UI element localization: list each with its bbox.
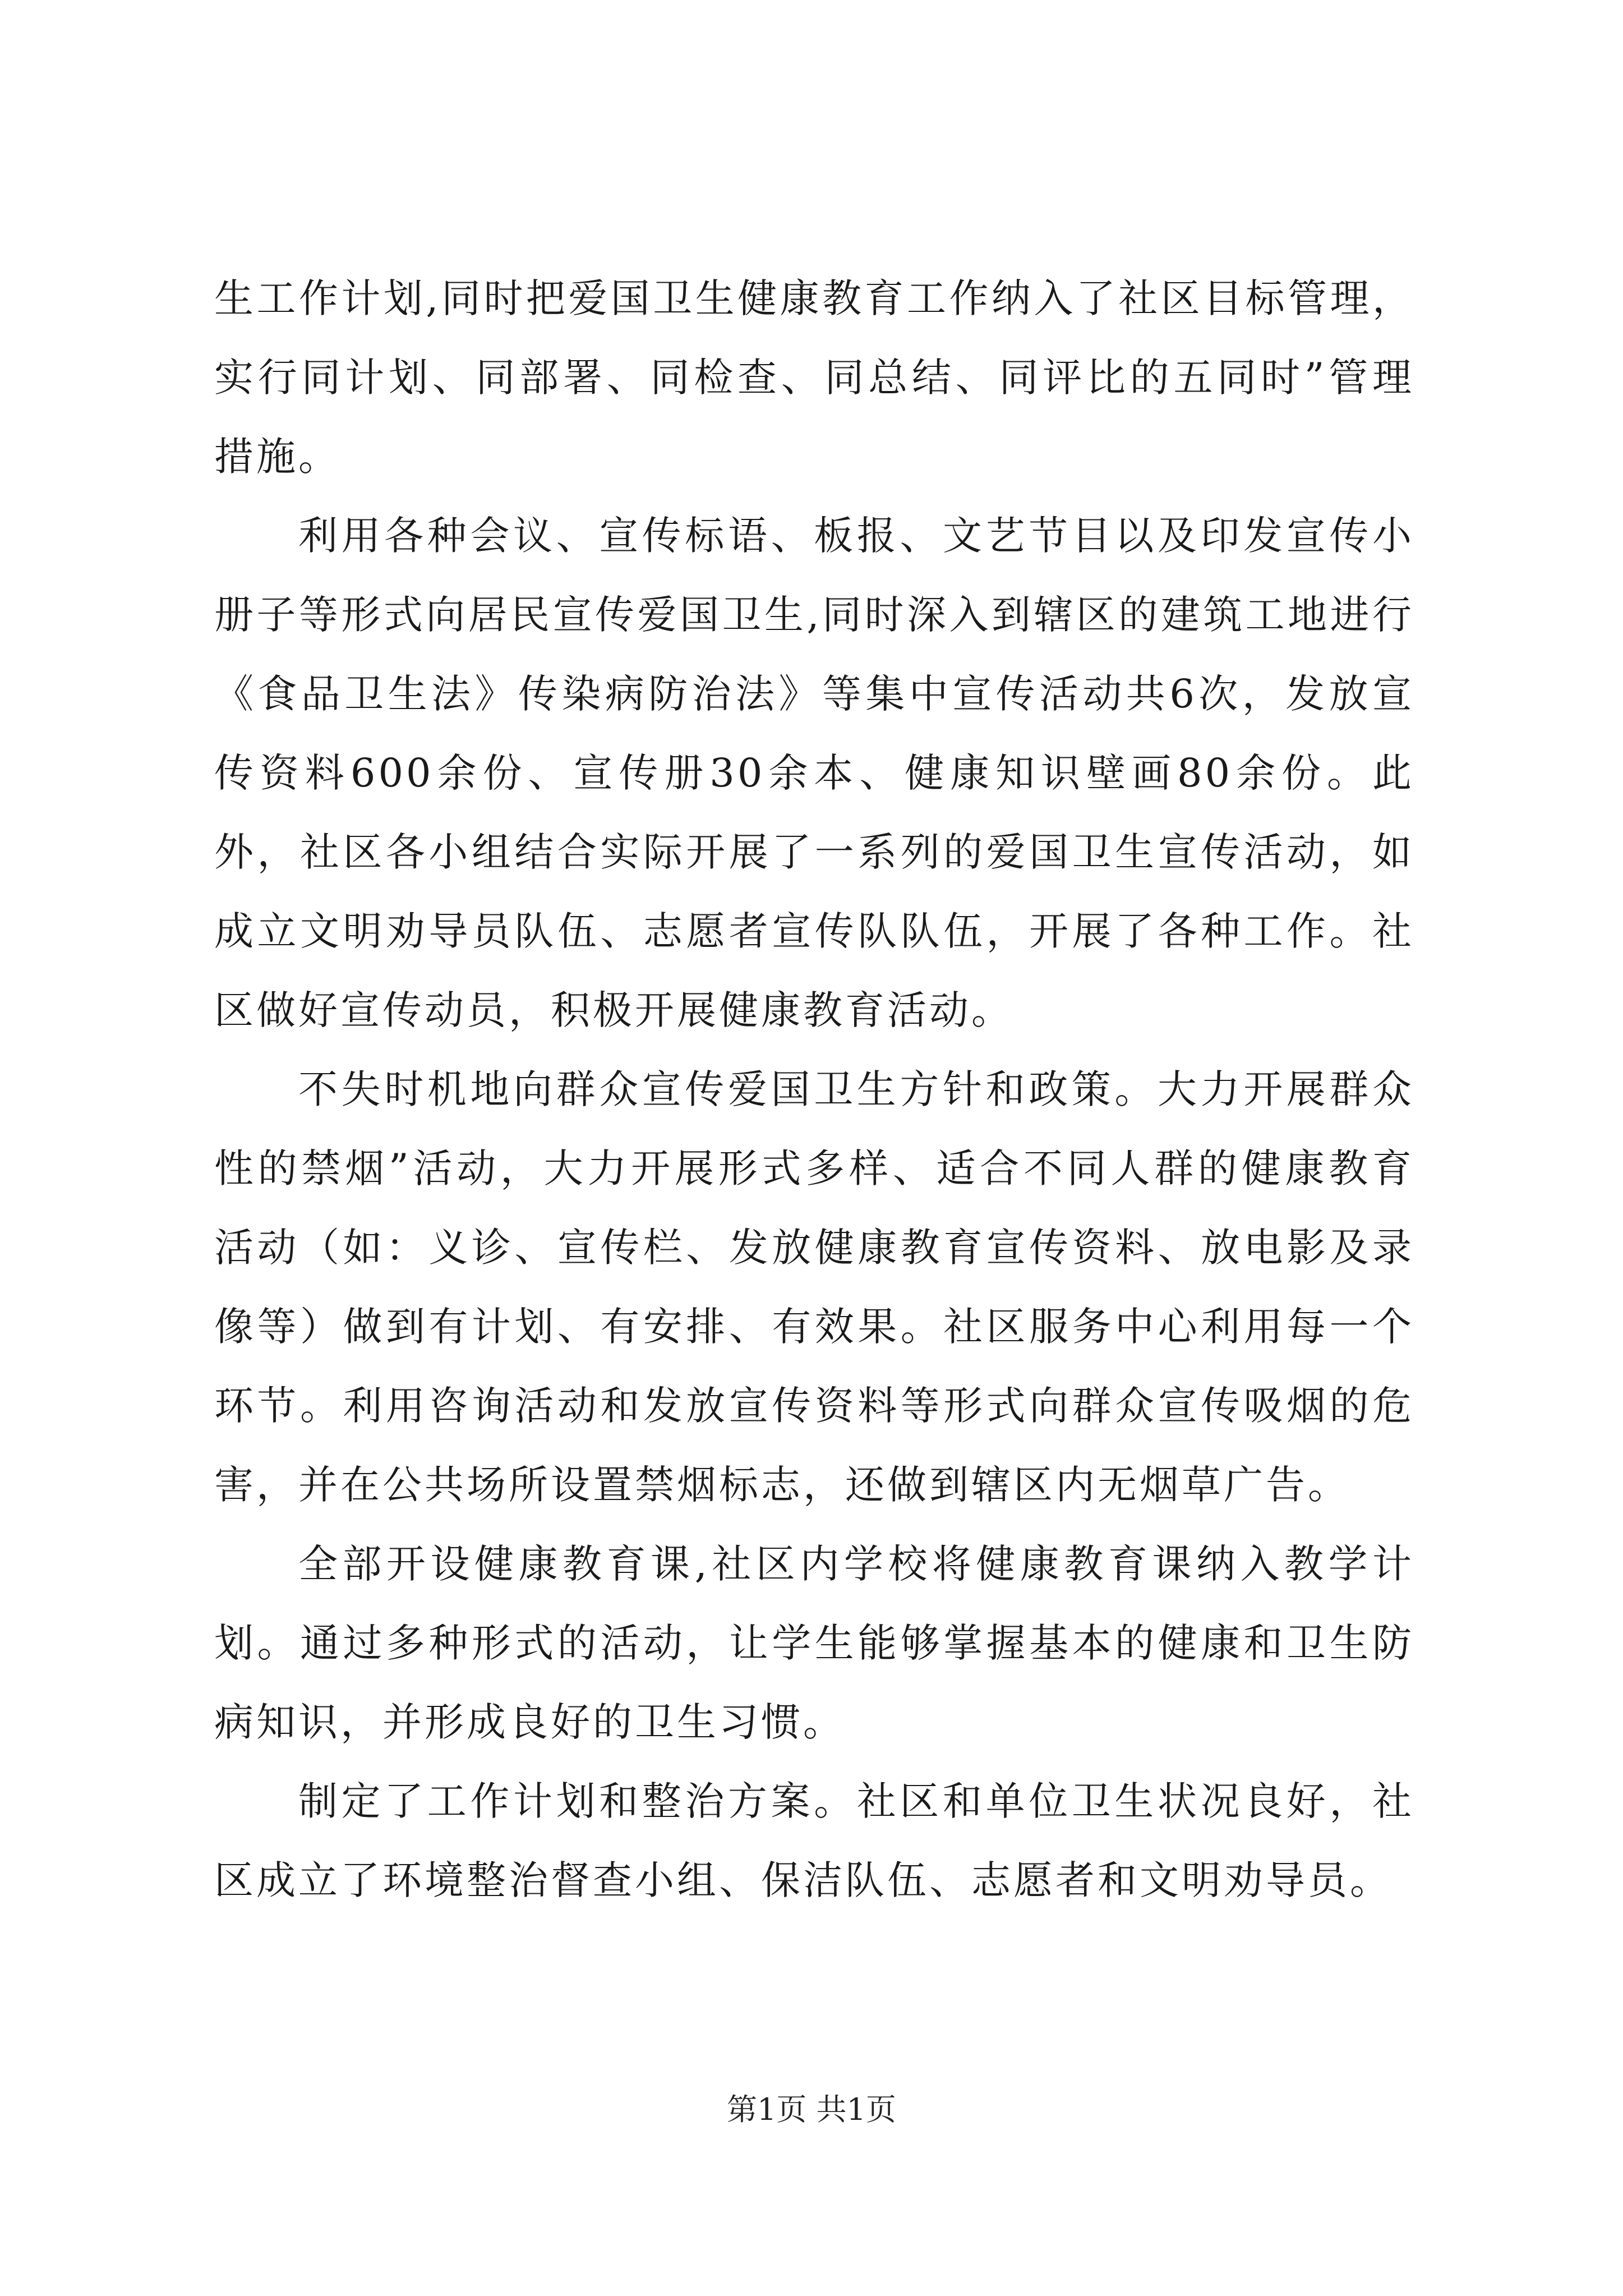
page-number-footer: 第1页 共1页 (727, 2092, 896, 2127)
paragraph-2: 利用各种会议、宣传标语、板报、文艺节目以及印发宣传小册子等形式向居民宣传爱国卫生,同时深入到辖区的建筑工地进行《食品卫生法》传染病防治法》等集中宣传活动共6次，发放宣传资料600余份、宣传册30余本、健康知识壁画80余份。此外，社区各小组结合实际开展了一系列的爱国卫生宣传活动，如成立文明劝导员队伍、志愿者宣传队队伍，开展了各种工作。社区做好宣传动员，积极开展健康教育活动。 (214, 513, 1414, 1033)
paragraph-3: 不失时机地向群众宣传爱国卫生方针和政策。大力开展群众性的禁烟”活动，大力开展形式多样、适合不同人群的健康教育活动（如：义诊、宣传栏、发放健康教育宣传资料、放电影及录像等）做到有计划、有安排、有效果。社区服务中心利用每一个环节。利用咨询活动和发放宣传资料等形式向群众宣传吸烟的危害，并在公共场所设置禁烟标志，还做到辖区内无烟草广告。 (214, 1066, 1414, 1508)
document-body (214, 259, 1414, 1920)
paragraph-4: 全部开设健康教育课,社区内学校将健康教育课纳入教学计划。通过多种形式的活动，让学生能够掌握基本的健康和卫生防病知识，并形成良好的卫生习惯。 (214, 1541, 1414, 1745)
paragraph-5: 制定了工作计划和整治方案。社区和单位卫生状况良好，社区成立了环境整治督查小组、保洁队伍、志愿者和文明劝导员。 (214, 1778, 1414, 1903)
paragraph-1: 生工作计划,同时把爱国卫生健康教育工作纳入了社区目标管理，实行同计划、同部署、同检查、同总结、同评比的五同时”管理措施。 (214, 275, 1414, 480)
